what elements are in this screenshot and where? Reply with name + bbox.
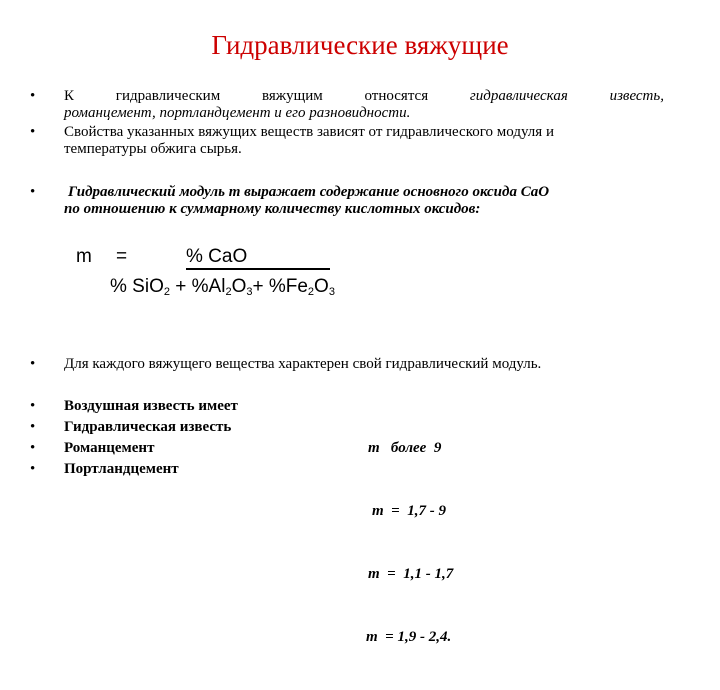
word: относятся	[364, 88, 429, 104]
bullet-marker: •	[30, 88, 36, 104]
bullet-marker: •	[30, 440, 36, 456]
bullet-marker: •	[30, 124, 36, 140]
module-name: Романцемент	[64, 440, 155, 456]
bullet-marker: •	[30, 461, 36, 477]
formula-equals: =	[116, 246, 128, 267]
paragraph-modulus-definition	[64, 184, 664, 218]
word: гидравлическим	[115, 88, 221, 104]
formula-lhs: m	[76, 246, 92, 267]
bullet-marker: •	[30, 398, 36, 414]
paragraph-hydraulic-binders	[64, 88, 664, 122]
word: гидравлическая	[469, 88, 568, 104]
word: К	[64, 88, 75, 104]
module-value: m более 9	[368, 440, 442, 456]
bullet-marker: •	[30, 419, 36, 435]
slide-title: Гидравлические вяжущие	[211, 30, 509, 60]
module-values	[364, 396, 453, 690]
word: известь,	[609, 88, 664, 104]
module-value: m = 1,1 - 1,7	[368, 566, 454, 582]
module-names	[64, 396, 238, 480]
paragraph-line: по отношению к суммарному количеству кислотных оксидов:	[64, 201, 481, 217]
bullet-marker: •	[30, 184, 36, 200]
module-name: Гидравлическая известь	[64, 419, 232, 435]
paragraph-properties	[64, 124, 668, 158]
module-value: m = 1,9 - 2,4.	[366, 629, 452, 645]
bullet-marker: •	[30, 356, 36, 372]
word: вяжущим	[262, 88, 323, 104]
paragraph-line: Гидравлический модуль m выражает содержание основного оксида CaO	[68, 184, 550, 200]
module-name: Портландцемент	[64, 461, 179, 477]
formula-numerator: % CaO	[186, 246, 248, 267]
module-list-bullets	[30, 396, 35, 480]
paragraph-line: температуры обжига сырья.	[64, 141, 242, 157]
paragraph-line	[64, 88, 664, 105]
module-value: m = 1,7 - 9	[372, 503, 446, 519]
paragraph-line: Свойства указанных вяжущих веществ зависят от гидравлического модуля и	[64, 124, 554, 140]
formula-denominator: % $SiO_2 + \%Al_2O_3+ \%Fe_2O_3$	[110, 276, 335, 298]
paragraph-each-binder: Для каждого вяжущего вещества характерен свой гидравлический модуль.	[64, 356, 542, 372]
fraction-bar	[186, 268, 330, 270]
paragraph-line: романцемент, портландцемент и его разновидности.	[64, 105, 411, 121]
module-name: Воздушная известь имеет	[64, 398, 238, 414]
